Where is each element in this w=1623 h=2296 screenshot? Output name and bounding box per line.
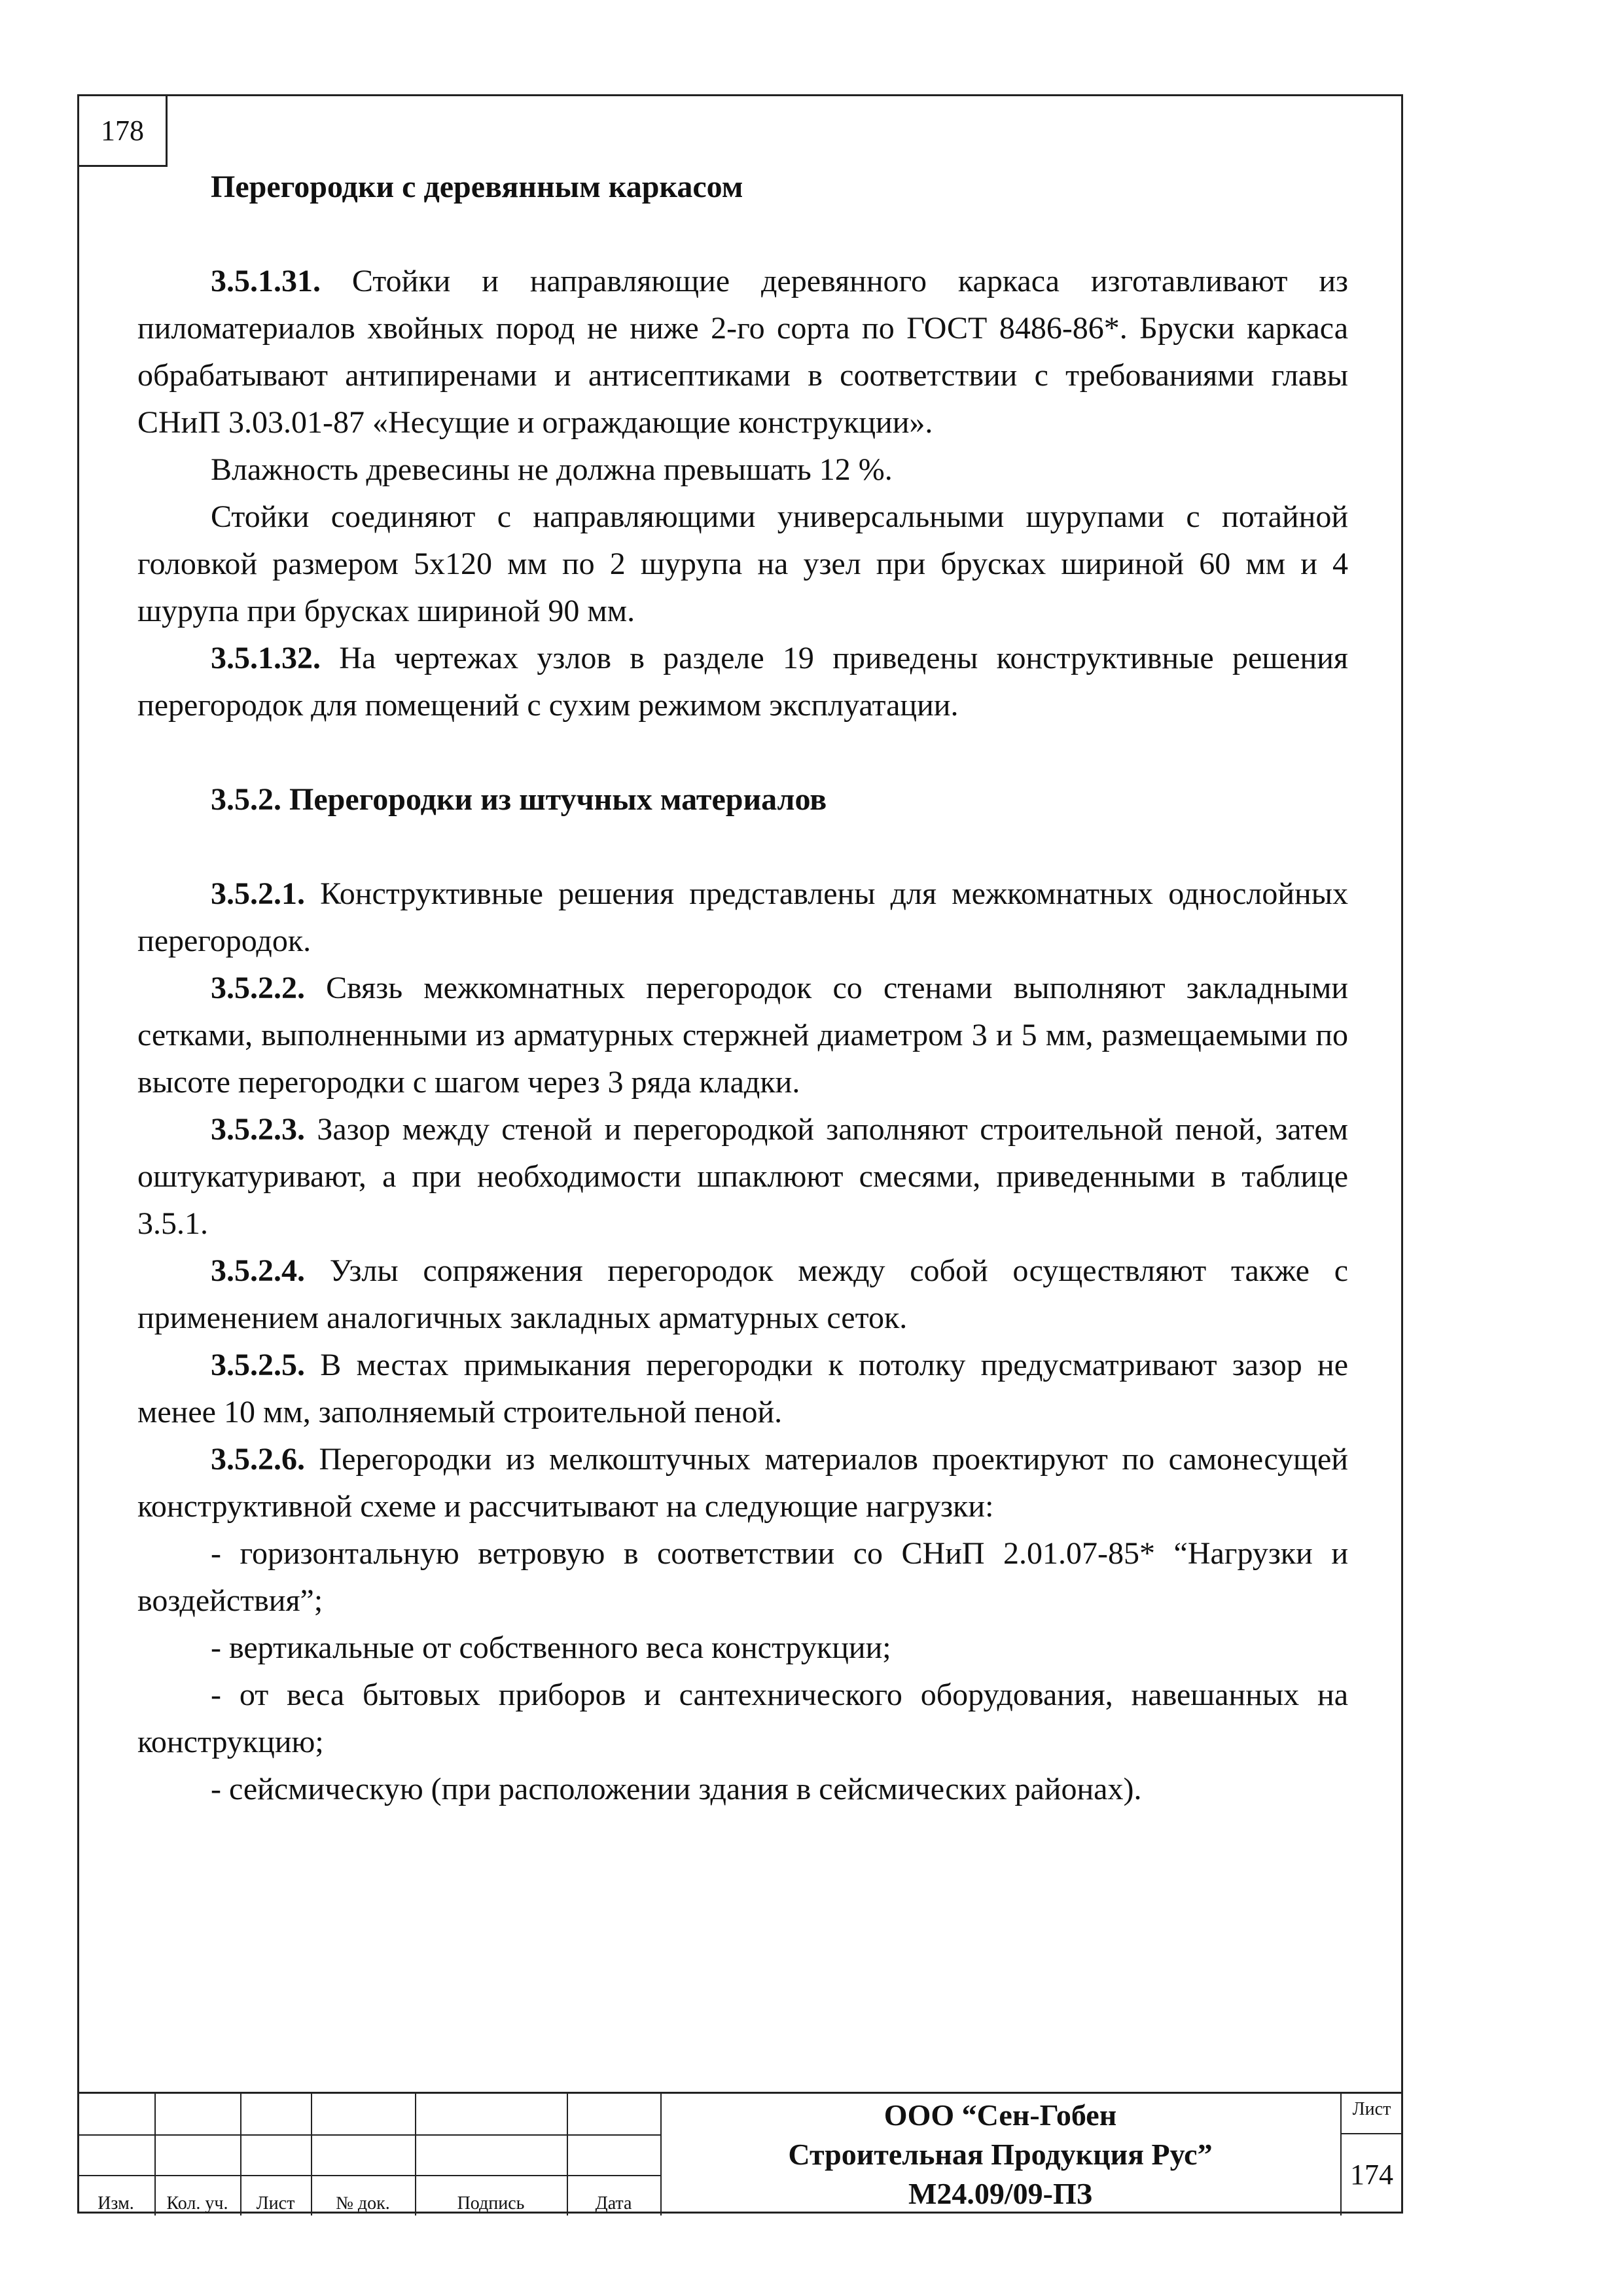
clause-number: 3.5.2.4. [211,1253,305,1288]
section-heading: Перегородки с деревянным каркасом [211,170,743,204]
paragraph-text: В местах примыкания перегородки к потолку предусматривают зазор не менее 10 мм, заполняемый строительной пеной. [137,1348,1348,1429]
paragraph-text: Связь межкомнатных перегородок со стенами выполняют закладными сетками, выполненными из арматурных стержней диаметром 3 и 5 мм, размещаемыми по высоте перегородки с шагом через 3 ряда кладки. [137,971,1348,1100]
list-item: - от веса бытовых приборов и сантехнического оборудования, навешанных на конструкцию; [137,1677,1348,1759]
list-item: - горизонтальную ветровую в соответствии со СНиП 2.01.07-85* “Нагрузки и воздействия”; [137,1536,1348,1618]
document-code: М24.09/09-ПЗ [908,2177,1093,2210]
stamp-col-date: Дата [595,2193,632,2214]
paragraph-text: Зазор между стеной и перегородкой заполняют строительной пеной, затем оштукатуривают, а при необходимости шпаклюют смесями, приведенными в таблице 3.5.1. [137,1112,1348,1241]
paragraph-3-5-2-1 [137,870,1348,965]
paragraph-screws: Стойки соединяют с направляющими универсальными шурупами с потайной головкой размером 5х120 мм по 2 шурупа на узел при брусках шириной 60 мм и 4 шурупа при брусках шириной 90 мм. [137,499,1348,628]
paragraph-text: Узлы сопряжения перегородок между собой осуществляют также с применением аналогичных закладных арматурных сеток. [137,1253,1348,1335]
clause-number: 3.5.2.2. [211,971,305,1005]
clause-number: 3.5.1.32. [211,641,321,675]
sheet-number: 174 [1350,2158,1393,2191]
clause-number: 3.5.2.3. [211,1112,305,1147]
paragraph-text: Стойки и направляющие деревянного каркаса изготавливают из пиломатериалов хвойных пород не ниже 2-го сорта по ГОСТ 8486-86*. Бруски каркаса обрабатывают антипиренами и антисептиками в соответствии с требованиями главы СНиП 3.03.01-87 «Несущие и ограждающие конструкции». [137,264,1348,440]
organization-title [660,2094,1340,2215]
page-badge: 178 [77,94,168,167]
stamp-col-doc: № док. [336,2193,390,2214]
paragraph-3-5-2-5 [137,1342,1348,1436]
paragraph-text: На чертежах узлов в разделе 19 приведены конструктивные решения перегородок для помещений с сухим режимом эксплуатации. [137,641,1348,723]
list-item: - вертикальные от собственного веса конструкции; [211,1630,891,1665]
stamp-col-list: Лист [256,2193,295,2214]
paragraph-3-5-2-2 [137,965,1348,1106]
sheet-label: Лист [1352,2099,1391,2119]
stamp-col-sign: Подпись [457,2193,525,2214]
paragraph-3-5-2-6 [137,1436,1348,1530]
paragraph-text: Перегородки из мелкоштучных материалов проектируют по самонесущей конструктивной схеме и рассчитывают на следующие нагрузки: [137,1442,1348,1524]
clause-number: 3.5.2.1. [211,876,305,911]
title-block [77,2092,1403,2215]
stamp-col-izm: Изм. [98,2193,134,2214]
org-line-2: Строительная Продукция Рус” [788,2138,1213,2171]
paragraph-text: Конструктивные решения представлены для межкомнатных однослойных перегородок. [137,876,1348,958]
clause-number: 3.5.1.31. [211,264,321,298]
section-heading-3-5-2: 3.5.2. Перегородки из штучных материалов [211,782,827,817]
paragraph-moisture: Влажность древесины не должна превышать 12 %. [211,452,893,487]
clause-number: 3.5.2.6. [211,1442,305,1477]
paragraph-3-5-2-3 [137,1106,1348,1247]
document-body [137,164,1348,1813]
paragraph-3-5-1-32 [137,635,1348,729]
paragraph-3-5-2-4 [137,1247,1348,1342]
paragraph-3-5-1-31 [137,258,1348,446]
org-line-1: ООО “Сен-Гобен [883,2098,1117,2132]
clause-number: 3.5.2.5. [211,1348,305,1382]
list-item: - сейсмическую (при расположении здания в сейсмических районах). [211,1772,1142,1806]
stamp-col-kol: Кол. уч. [166,2193,228,2214]
